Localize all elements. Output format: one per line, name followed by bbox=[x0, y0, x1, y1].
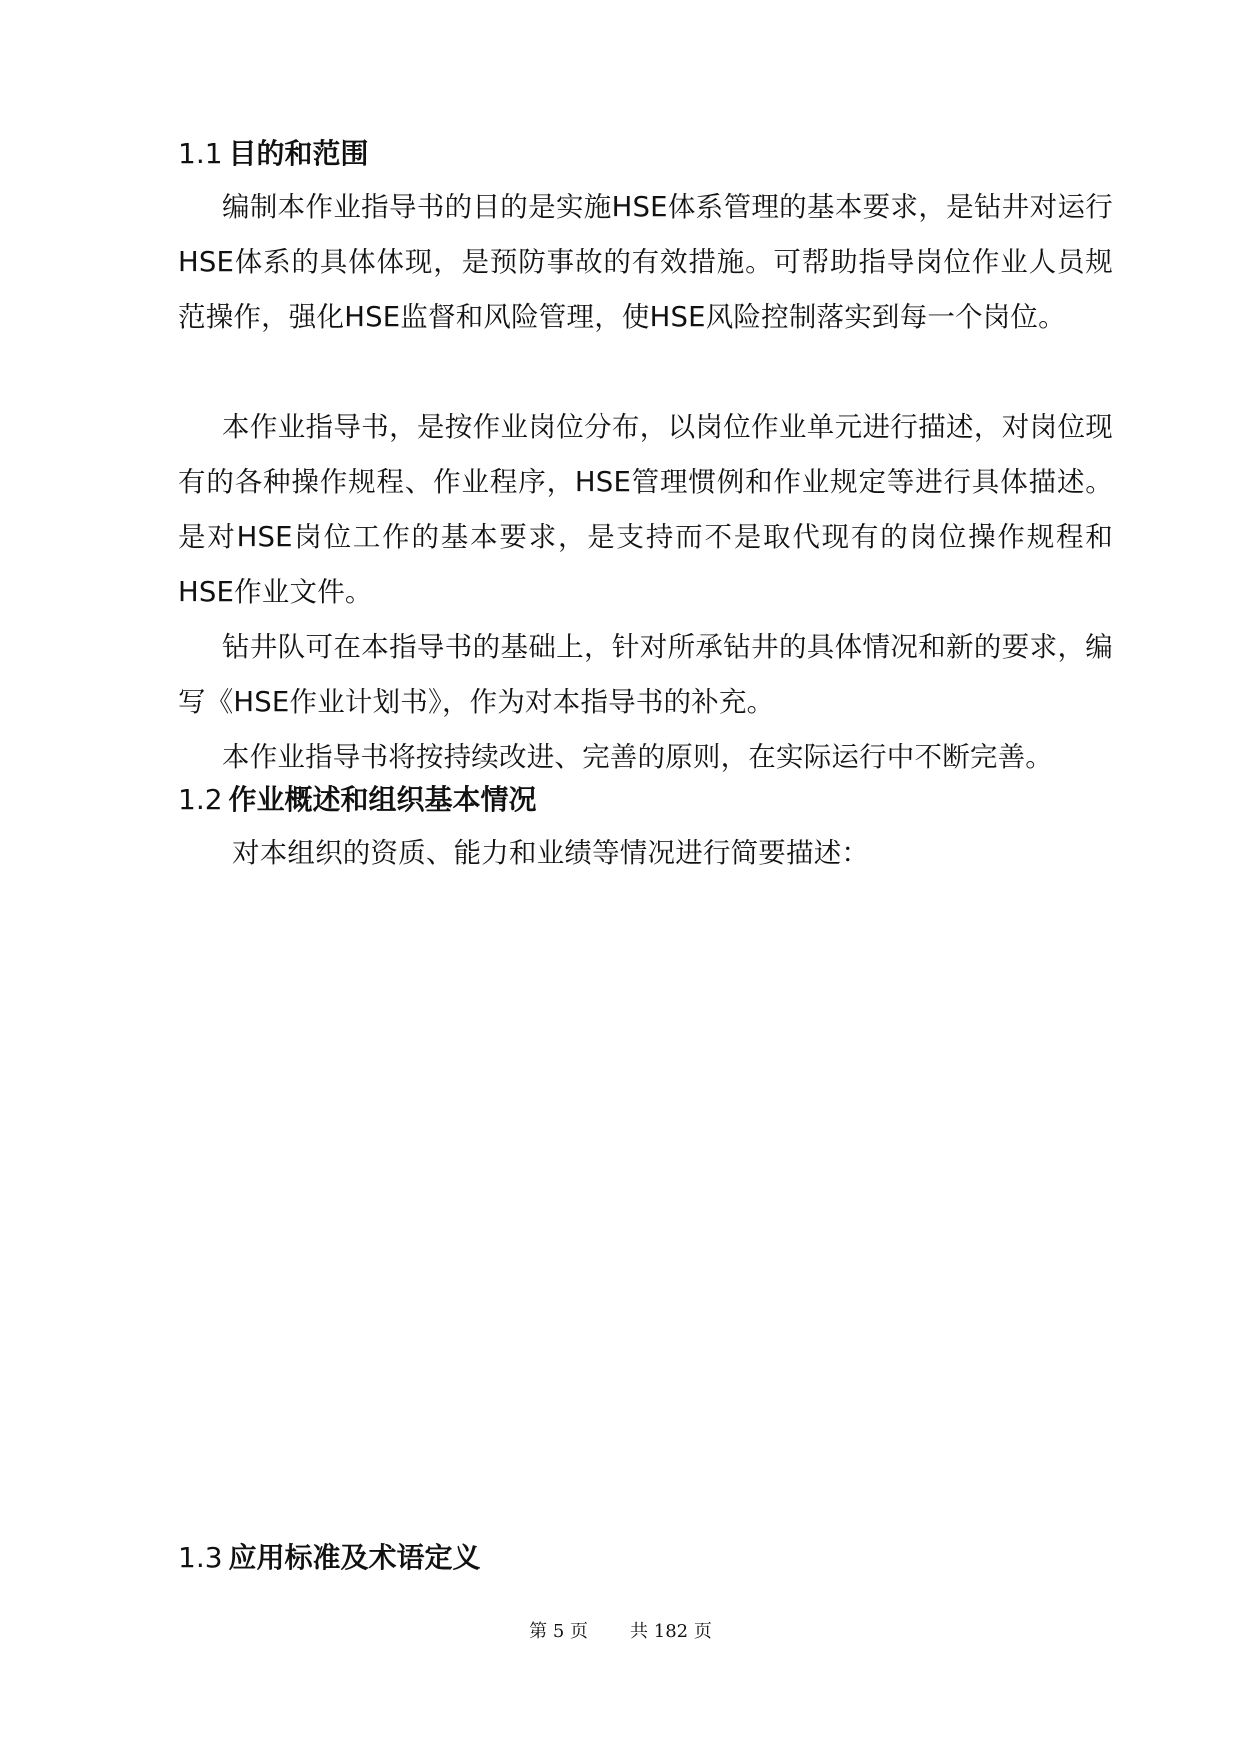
paragraph-purpose: 编制本作业指导书的目的是实施HSE体系管理的基本要求，是钻井对运行HSE体系的具体体现，是预防事故的有效措施。可帮助指导岗位作业人员规范操作，强化HSE监督和风险管理，使HSE风险控制落实到每一个岗位。 bbox=[178, 191, 1113, 333]
paragraph-scope: 本作业指导书，是按作业岗位分布，以岗位作业单元进行描述，对岗位现有的各种操作规程、作业程序，HSE管理惯例和作业规定等进行具体描述。是对HSE岗位工作的基本要求，是支持而不是取代现有的岗位操作规程和HSE作业文件。 bbox=[178, 411, 1113, 608]
section-number: 1.3 bbox=[178, 1541, 223, 1574]
section-title: 目的和范围 bbox=[228, 137, 369, 170]
page-number-total: 共 182 页 bbox=[630, 1621, 712, 1642]
section-heading-1-3 bbox=[178, 1538, 481, 1578]
page-number-current: 第 5 页 bbox=[529, 1621, 589, 1642]
section-heading-1-2 bbox=[178, 780, 537, 820]
section-heading-1-1 bbox=[178, 134, 369, 174]
paragraph-organization-description: 对本组织的资质、能力和业绩等情况进行简要描述： bbox=[232, 837, 870, 869]
section-number: 1.1 bbox=[178, 137, 223, 170]
section-title: 作业概述和组织基本情况 bbox=[228, 783, 537, 816]
page-footer bbox=[0, 1620, 1241, 1644]
paragraph-improvement: 本作业指导书将按持续改进、完善的原则，在实际运行中不断完善。 bbox=[222, 741, 1053, 773]
section-number: 1.2 bbox=[178, 783, 223, 816]
paragraph-supplement: 钻井队可在本指导书的基础上，针对所承钻井的具体情况和新的要求，编写《HSE作业计划书》，作为对本指导书的补充。 bbox=[178, 631, 1113, 718]
section-title: 应用标准及术语定义 bbox=[228, 1541, 481, 1574]
